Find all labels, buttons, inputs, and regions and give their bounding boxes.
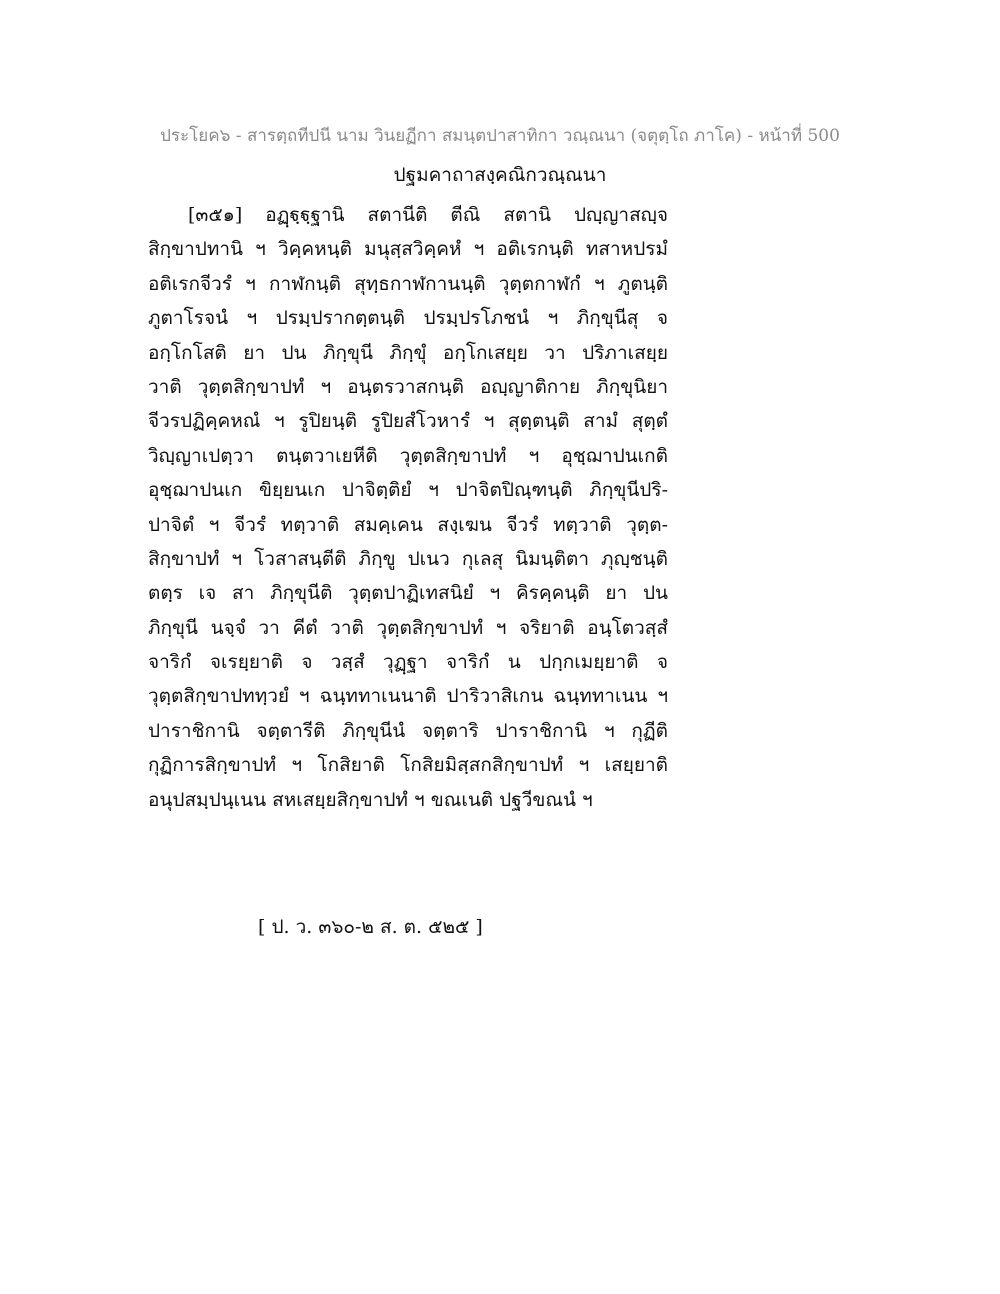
body-line: อติเรกจีวรํ ฯ กาฬกนฺติ สุทฺธกาฬกานนฺติ วุตฺตกาฬกํ ฯ ภูตนฺติ xyxy=(148,272,668,295)
body-text xyxy=(148,198,668,817)
body-line: [๓๕๑] อฏฺฐฺฐฺฐานิ สตานีติ ตีณิ สตานิ ปญฺญาสญฺจ xyxy=(188,204,668,226)
body-line: กุฏิการสิกฺขาปทํ ฯ โกสิยาติ โกสิยมิสฺสกสิกฺขาปทํ ฯ เสยฺยาติ xyxy=(148,754,668,777)
body-line: อนุปสมฺปนฺเนน สหเสยฺยสิกฺขาปทํ ฯ ขณเนติ ปฐวีขณนํ ฯ xyxy=(148,788,593,811)
body-line: จีวรปฏิคฺคหณํ ฯ รูปิยนฺติ รูปิยสํโวหารํ ฯ สุตฺตนฺติ สามํ สุตฺตํ xyxy=(148,410,668,433)
body-line: อุชฺฌาปนเก ขิยฺยนเก ปาจิตฺติยํ ฯ ปาจิตปิณฺฑนฺติ ภิกฺขุนีปริ- xyxy=(148,479,668,502)
body-line: จาริกํ จเรยฺยาติ จ วสฺสํ วุฏฺฐา จาริกํ น ปกฺกเมยฺยาติ จ xyxy=(148,651,668,674)
body-line: ตตฺร เจ สา ภิกฺขุนีติ วุตฺตปาฏิเทสนิยํ ฯ คิรคฺคนฺติ ยา ปน xyxy=(148,582,668,605)
body-line: วิญฺญาเปตฺวา ตนฺตวาเยหีติ วุตฺตสิกฺขาปทํ ฯ อุชฺฌาปนเกติ xyxy=(148,444,668,467)
page-header: ประโยค๖ - สารตฺถทีปนี นาม วินยฏีกา สมนฺตปาสาทิกา วณฺณนา (จตุตฺโถ ภาโค) - หน้าที่ 500 xyxy=(160,126,840,146)
body-line: ภิกฺขุนี นจฺจํ วา คีตํ วาติ วุตฺตสิกฺขาปทํ ฯ จริยาติ อนฺโตวสฺสํ xyxy=(148,616,668,639)
body-line: ภูตาโรจนํ ฯ ปรมฺปรากตฺตนฺติ ปรมฺปรโภชนํ ฯ ภิกฺขุนีสุ จ xyxy=(148,307,668,330)
section-title: ปฐมคาถาสงฺคณิกวณฺณนา xyxy=(393,164,607,186)
body-line: วุตฺตสิกฺขาปททฺวยํ ฯ ฉนฺททาเนนาติ ปาริวาสิเกน ฉนฺททาเนน ฯ xyxy=(148,685,668,708)
body-line: ปาราชิกานิ จตฺตารีติ ภิกฺขุนีนํ จตฺตาริ ปาราชิกานิ ฯ กุฏีติ xyxy=(148,719,668,742)
reference-citation: [ ป. ว. ๓๖๐-๒ ส. ต. ๕๒๕ ] xyxy=(258,916,483,938)
body-line: ปาจิตํ ฯ จีวรํ ทตฺวาติ สมคฺเคน สงฺเฆน จีวรํ ทตฺวาติ วุตฺต- xyxy=(148,513,668,536)
body-line: อกฺโกโสติ ยา ปน ภิกฺขุนี ภิกฺขุํ อกฺโกเสยฺย วา ปริภาเสยฺย xyxy=(148,341,668,364)
body-line: วาติ วุตฺตสิกฺขาปทํ ฯ อนฺตรวาสกนฺติ อญฺญาติกาย ภิกฺขุนิยา xyxy=(148,375,668,398)
body-line: สิกฺขาปทํ ฯ โวสาสนฺตีติ ภิกฺขู ปเนว กุเลสุ นิมนฺติตา ภุญฺชนฺติ xyxy=(148,547,668,570)
body-line: สิกฺขาปทานิ ฯ วิคฺคหนฺติ มนุสฺสวิคฺคหํ ฯ อติเรกนฺติ ทสาหปรมํ xyxy=(148,238,668,261)
